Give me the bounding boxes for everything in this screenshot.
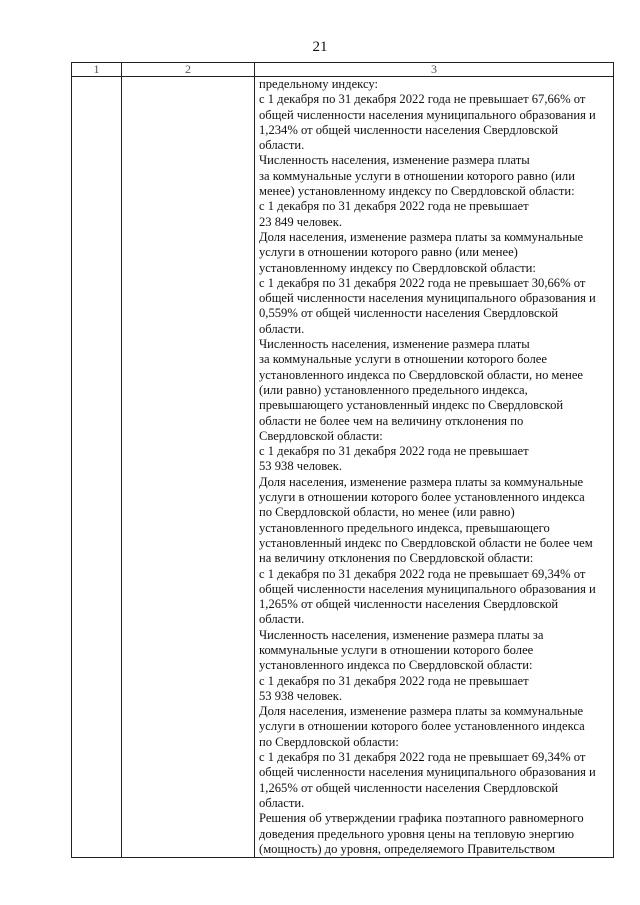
text-line: области не более чем на величину отклонения по — [259, 413, 524, 428]
text-line: общей численности населения муниципального образования и — [259, 107, 596, 122]
column-header-1: 1 — [72, 63, 122, 77]
text-line: 53 938 человек. — [259, 459, 343, 474]
text-line: 1,265% от общей численности населения Свердловской — [259, 597, 559, 612]
text-line: Численность населения, изменение размера платы — [259, 153, 530, 168]
text-line: Решения об утверждении графика поэтапного равномерного — [259, 811, 584, 826]
text-line: Доля населения, изменение размера платы за коммунальные — [259, 229, 584, 244]
text-line: 0,559% от общей численности населения Свердловской — [259, 306, 559, 321]
text-line: общей численности населения муниципального образования и — [259, 291, 596, 306]
text-line: общей численности населения муниципального образования и — [259, 765, 596, 780]
column-header-3: 3 — [255, 63, 614, 77]
text-line: с 1 декабря по 31 декабря 2022 года не превышает 69,34% от — [259, 750, 586, 765]
text-line: услуги в отношении которого равно (или менее) — [259, 245, 518, 260]
text-line: области. — [259, 612, 305, 627]
text-line: области. — [259, 321, 305, 336]
text-line: (мощность) до уровня, определяемого Правительством — [259, 841, 555, 856]
text-line: с 1 декабря по 31 декабря 2022 года не превышает — [259, 199, 529, 214]
document-table — [71, 62, 614, 858]
column-2-cell — [122, 77, 255, 858]
text-line: установленный индекс по Свердловской области не более чем — [259, 535, 593, 550]
text-line: 1,265% от общей численности населения Свердловской — [259, 780, 559, 795]
text-line: по Свердловской области: — [259, 734, 399, 749]
text-line: на величину отклонения по Свердловской области: — [259, 551, 534, 566]
text-line: услуги в отношении которого более установленного индекса — [259, 490, 585, 505]
text-line: менее) установленному индексу по Свердловской области: — [259, 184, 575, 199]
text-line: Численность населения, изменение размера платы за — [259, 627, 544, 642]
text-line: Доля населения, изменение размера платы за коммунальные — [259, 704, 584, 719]
text-line: общей численности населения муниципального образования и — [259, 581, 596, 596]
text-line: предельному индексу: — [259, 77, 379, 91]
column-3-text — [255, 77, 613, 857]
text-line: 23 849 человек. — [259, 214, 343, 229]
text-line: доведения предельного уровня цены на тепловую энергию — [259, 826, 575, 841]
table-row — [72, 77, 614, 858]
text-line: 53 938 человек. — [259, 688, 343, 703]
text-line: Доля населения, изменение размера платы за коммунальные — [259, 474, 584, 489]
text-line: за коммунальные услуги в отношении которого равно (или — [259, 168, 575, 183]
text-line: 1,234% от общей численности населения Свердловской — [259, 122, 559, 137]
text-line: услуги в отношении которого более установленного индекса — [259, 719, 585, 734]
text-line: Свердловской области: — [259, 428, 383, 443]
text-line: коммунальные услуги в отношении которого более — [259, 642, 534, 657]
text-line: по Свердловской области, но менее (или равно) — [259, 505, 515, 520]
text-line: за коммунальные услуги в отношении которого более — [259, 352, 547, 367]
text-line: с 1 декабря по 31 декабря 2022 года не превышает 30,66% от — [259, 275, 586, 290]
text-line: области. — [259, 795, 305, 810]
text-line: Численность населения, изменение размера платы — [259, 337, 530, 352]
text-line: установленного предельного индекса, превышающего — [259, 520, 550, 535]
column-header-2: 2 — [122, 63, 255, 77]
text-line: с 1 декабря по 31 декабря 2022 года не превышает — [259, 444, 529, 459]
text-line: с 1 декабря по 31 декабря 2022 года не превышает 69,34% от — [259, 566, 586, 581]
text-line: установленного индекса по Свердловской области, но менее — [259, 367, 584, 382]
table-header-row — [72, 63, 614, 77]
text-line: с 1 декабря по 31 декабря 2022 года не превышает 67,66% от — [259, 92, 586, 107]
text-line: (или равно) установленного предельного индекса, — [259, 382, 528, 397]
text-line: установленному индексу по Свердловской области: — [259, 260, 536, 275]
text-line: превышающего установленный индекс по Свердловской — [259, 398, 564, 413]
text-line: установленного индекса по Свердловской области: — [259, 658, 533, 673]
text-line: области. — [259, 138, 305, 153]
text-line: с 1 декабря по 31 декабря 2022 года не превышает — [259, 673, 529, 688]
page-number: 21 — [312, 39, 328, 55]
column-1-cell — [72, 77, 122, 858]
column-3-cell — [255, 77, 614, 858]
